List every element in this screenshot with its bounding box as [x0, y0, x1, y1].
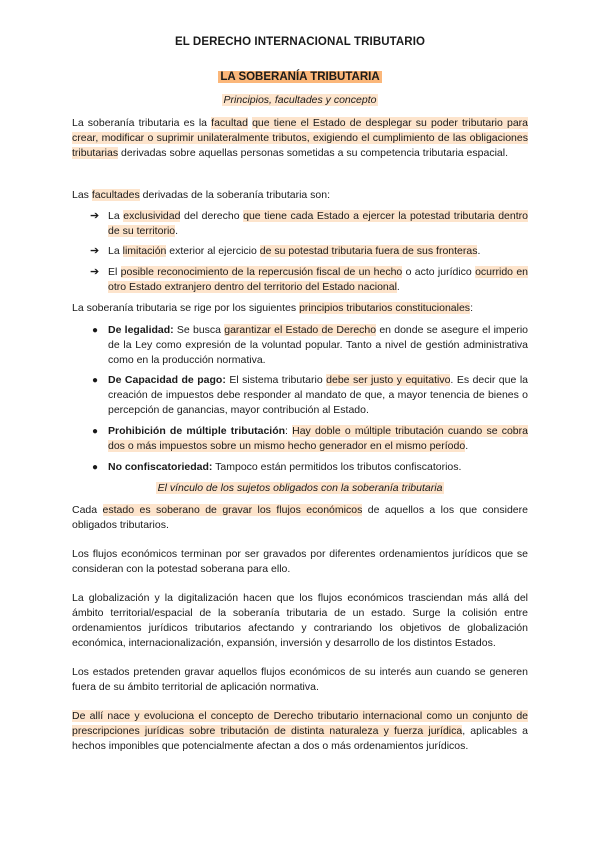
- bullet-icon: ●: [92, 325, 99, 336]
- bullet-icon: ●: [92, 462, 99, 473]
- text: Tampoco están permitidos los tributos confiscatorios.: [212, 461, 462, 473]
- text: .: [396, 281, 400, 293]
- list-item-principio: [108, 424, 528, 454]
- highlight: limitación: [122, 245, 167, 257]
- paragraph-globalizacion: La globalización y la digitalización hacen que los flujos económicos trasciendan más allá del ámbito territorial/espacial de la soberanía tributaria de un estado. Surge la colisión entre ordenamientos jurídicos tributarios afectando y contrariando los objetivos de globalización económica, internacionalización, expansión, inversión y desarrollo de los distintos Estados.: [72, 592, 528, 649]
- list-item-facultad: [108, 265, 528, 295]
- text: exterior al ejercicio: [166, 245, 260, 257]
- highlight: estado es soberano de gravar los flujos económicos: [102, 504, 363, 516]
- highlight: facultades: [91, 189, 140, 201]
- bullet-icon: ●: [92, 375, 99, 386]
- text: La: [108, 245, 123, 257]
- highlight: garantizar el Estado de Derecho: [224, 324, 377, 336]
- text: derivadas de la soberanía tributaria son:: [139, 189, 331, 201]
- subheading-vinculo-text: El vínculo de los sujetos obligados con la soberanía tributaria: [157, 482, 443, 494]
- highlight: que tiene cada Estado a ejercer la potestad tributaria dentro de su territorio: [108, 210, 528, 237]
- highlight: Hay doble o múltiple tributación cuando se cobra dos o más impuestos sobre un mismo hecho generador en el mismo período: [108, 425, 528, 452]
- text: El: [108, 266, 121, 278]
- text: La soberanía tributaria es la: [72, 117, 212, 129]
- text: de aquellos a los que considere obligados tributarios.: [72, 504, 528, 531]
- highlight: exclusividad: [123, 210, 181, 222]
- paragraph-facultades-intro: [72, 188, 528, 203]
- highlight: posible reconocimiento de la repercusión fiscal de un hecho: [120, 266, 403, 278]
- highlight: principios tributarios constitucionales: [299, 302, 471, 314]
- highlight: de su potestad tributaria fuera de sus fronteras: [259, 245, 478, 257]
- paragraph-soberano: [72, 503, 528, 533]
- text: La soberanía tributaria se rige por los siguientes: [72, 302, 300, 314]
- text: o acto jurídico: [402, 266, 476, 278]
- highlight: debe ser justo y equitativo: [326, 374, 451, 386]
- text: , aplicables a hechos imponibles que potencialmente afectan a dos o más ordenamientos jurídicos.: [72, 725, 528, 752]
- paragraph-derecho-internacional: [72, 709, 528, 754]
- section-heading-text: LA SOBERANÍA TRIBUTARIA: [220, 71, 380, 83]
- subheading-principios: [0, 94, 600, 106]
- arrow-icon: ➔: [90, 266, 100, 278]
- paragraph-estados: Los estados pretenden gravar aquellos flujos económicos de su interés aun cuando se generen fuera de su ámbito territorial de aplicación normativa.: [72, 666, 528, 693]
- text: :: [470, 302, 473, 314]
- list-item-facultad: [108, 209, 528, 239]
- arrow-icon: ➔: [90, 210, 100, 222]
- list-item-facultad: [108, 244, 528, 259]
- text: en donde se asegure el imperio de la Ley como expresión de la voluntad popular. Tanto a nivel de gestión administrativa como en la producción normativa.: [108, 324, 528, 366]
- text: La: [108, 210, 124, 222]
- text: :: [285, 425, 293, 437]
- text: Cada: [72, 504, 103, 516]
- section-heading: [0, 71, 600, 83]
- text: del derecho: [180, 210, 244, 222]
- list-item-principio: [108, 323, 528, 368]
- paragraph-definicion: [72, 116, 528, 161]
- highlight: ocurrido en otro Estado extranjero dentro del territorio del Estado nacional: [108, 266, 528, 293]
- document-title: EL DERECHO INTERNACIONAL TRIBUTARIO: [174, 36, 426, 48]
- text: Las: [72, 189, 92, 201]
- text: .: [175, 225, 179, 237]
- highlight: que tiene el Estado de desplegar su poder tributario para crear, modificar o suprimir unilateralmente tributos, exigiendo el cumplimiento de las obligaciones tributarias: [72, 117, 529, 159]
- text: Se busca: [173, 324, 225, 336]
- highlight: facultad: [211, 117, 248, 129]
- text: . Es decir que la creación de impuestos debe responder al mandato de que, a mayor tenencia de bienes o percepción de ganancias, mayor contribución al Estado.: [108, 374, 528, 416]
- paragraph-flujos: Los flujos económicos terminan por ser gravados por diferentes ordenamientos jurídicos que se consideran con la potestad soberana para ello.: [72, 548, 528, 575]
- highlight: De allí nace y evoluciona el concepto de Derecho tributario internacional como un conjunto de prescripciones jurídicas sobre tributación de distinta naturaleza y fuerza jurídica: [72, 710, 528, 737]
- text: El sistema tributario: [225, 374, 327, 386]
- paragraph-principios-intro: [72, 301, 528, 316]
- principio-label: De legalidad:: [108, 324, 174, 336]
- principio-label: De Capacidad de pago:: [108, 374, 226, 386]
- list-item-principio: [108, 460, 528, 475]
- bullet-icon: ●: [92, 426, 99, 437]
- text: .: [477, 245, 481, 257]
- principio-label: No confiscatoriedad:: [108, 461, 213, 473]
- list-item-principio: [108, 373, 528, 418]
- text: .: [465, 440, 469, 452]
- principio-label: Prohibición de múltiple tributación: [108, 425, 286, 437]
- arrow-icon: ➔: [90, 245, 100, 257]
- subheading-principios-text: Principios, facultades y concepto: [223, 94, 377, 106]
- text: derivadas sobre aquellas personas sometidas a su competencia tributaria espacial.: [118, 147, 508, 159]
- subheading-vinculo: [0, 482, 600, 494]
